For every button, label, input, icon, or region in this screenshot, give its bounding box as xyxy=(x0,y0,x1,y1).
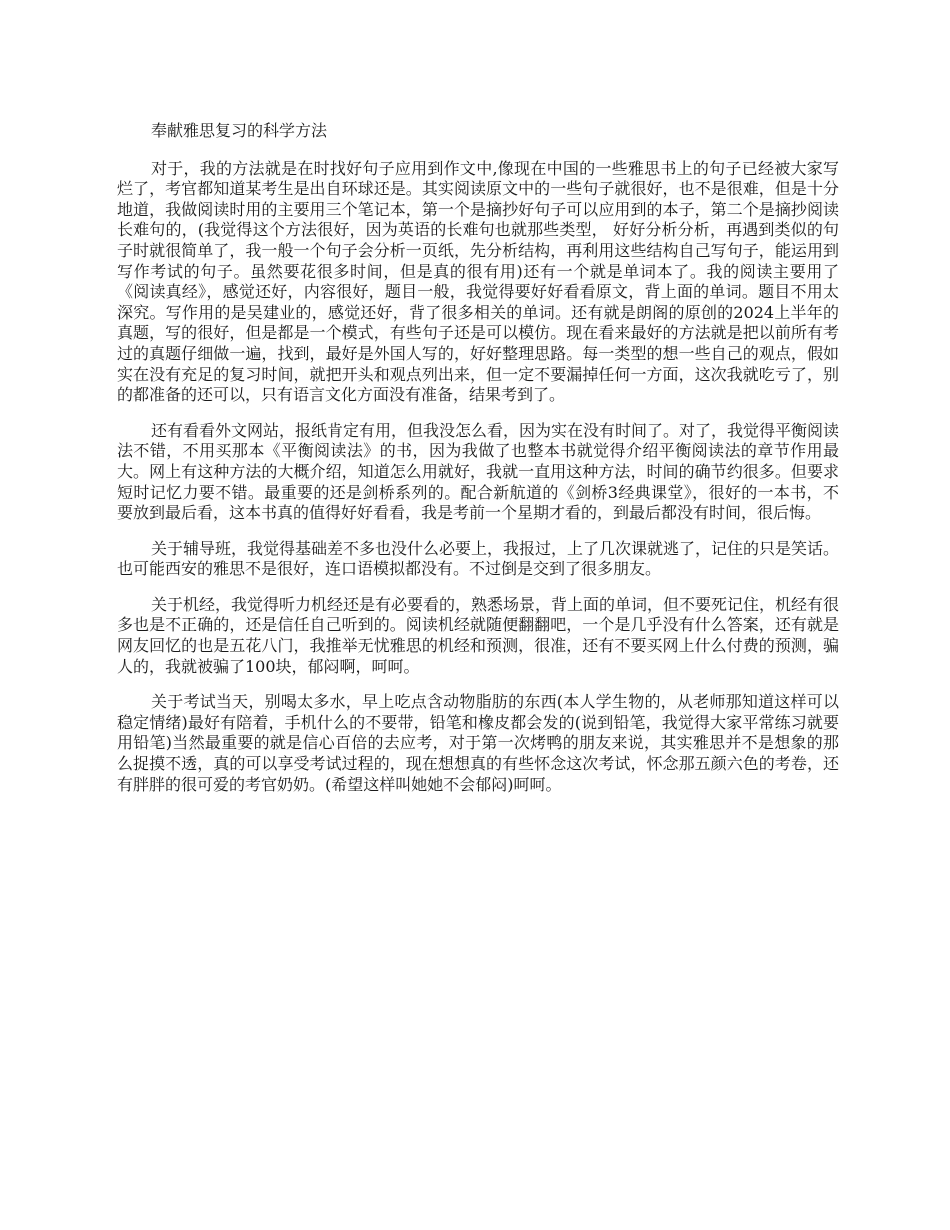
paragraph-exam-day: 关于考试当天，别喝太多水，早上吃点含动物脂肪的东西(本人学生物的，从老师那知道这样可以稳定情绪)最好有陪着，手机什么的不要带，铅笔和橡皮都会发的(说到铅笔，我觉得大家平常练习就要用铅笔)当然最重要的就是信心百倍的去应考，对于第一次烤鸭的朋友来说，其实雅思并不是想象的那么捉摸不透，真的可以享受考试过程的，现在想想真的有些怀念这次考试，怀念那五颜六色的考卷，还有胖胖的很可爱的考官奶奶。(希望这样叫她她不会郁闷)呵呵。 xyxy=(117,692,839,794)
document-body xyxy=(117,121,839,810)
paragraph-exam-recall: 关于机经，我觉得听力机经还是有必要看的，熟悉场景，背上面的单词，但不要死记住，机经有很多也是不正确的，还是信任自己听到的。阅读机经就随便翻翻吧，一个是几乎没有什么答案，还有就是网友回忆的也是五花八门，我推举无忧雅思的机经和预测，很准，还有不要买网上什么付费的预测，骗人的，我就被骗了100块，郁闷啊，呵呵。 xyxy=(117,594,840,676)
document-title: 奉献雅思复习的科学方法 xyxy=(151,121,328,140)
paragraph-reading: 还有看看外文网站，报纸肯定有用，但我没怎么看，因为实在没有时间了。对了，我觉得平衡阅读法不错，不用买那本《平衡阅读法》的书，因为我做了也整本书就觉得介绍平衡阅读法的章节作用最大。网上有这种方法的大概介绍，知道怎么用就好，我就一直用这种方法，时间的确节约很多。但要求短时记忆力要不错。最重要的还是剑桥系列的。配合新航道的《剑桥3经典课堂》，很好的一本书，不要放到最后看，这本书真的值得好好看看，我是考前一个星期才看的，到最后都没有时间，很后悔。 xyxy=(117,420,840,523)
paragraph-tutoring: 关于辅导班，我觉得基础差不多也没什么必要上，我报过，上了几次课就逃了，记住的只是笑话。也可能西安的雅思不是很好，连口语模拟都没有。不过倒是交到了很多朋友。 xyxy=(117,538,840,579)
paragraph-methods: 对于，我的方法就是在时找好句子应用到作文中,像现在中国的一些雅思书上的句子已经被大家写烂了，考官都知道某考生是出自环球还是。其实阅读原文中的一些句子就很好，也不是很难，但是十分地道，我做阅读时用的主要用三个笔记本，第一个是摘抄好句子可以应用到的本子，第二个是摘抄阅读长难句的，(我觉得这个方法很好，因为英语的长难句也就那些类型， 好好分析分析，再遇到类似的句子时就很简单了，我一般一个句子会分析一页纸，先分析结构，再利用这些结构自己写句子，能运用到写作考试的句子。虽然要花很多时间，但是真的很有用)还有一个就是单词本了。我的阅读主要用了《阅读真经》，感觉还好，内容很好，题目一般，我觉得要好好看看原文，背上面的单词。题目不用太深究。写作用的是吴建业的，感觉还好，背了很多相关的单词。还有就是朗阁的原创的2024上半年的真题，写的很好，但是都是一个模式，有些句子还是可以模仿。现在看来最好的方法就是把以前所有考过的真题仔细做一遍，找到，最好是外国人写的，好好整理思路。每一类型的想一些自己的观点，假如实在没有充足的复习时间，就把开头和观点列出来，但一定不要漏掉任何一方面，这次我就吃亏了，别的都准备的还可以，只有语言文化方面没有准备，结果考到了。 xyxy=(117,158,839,405)
